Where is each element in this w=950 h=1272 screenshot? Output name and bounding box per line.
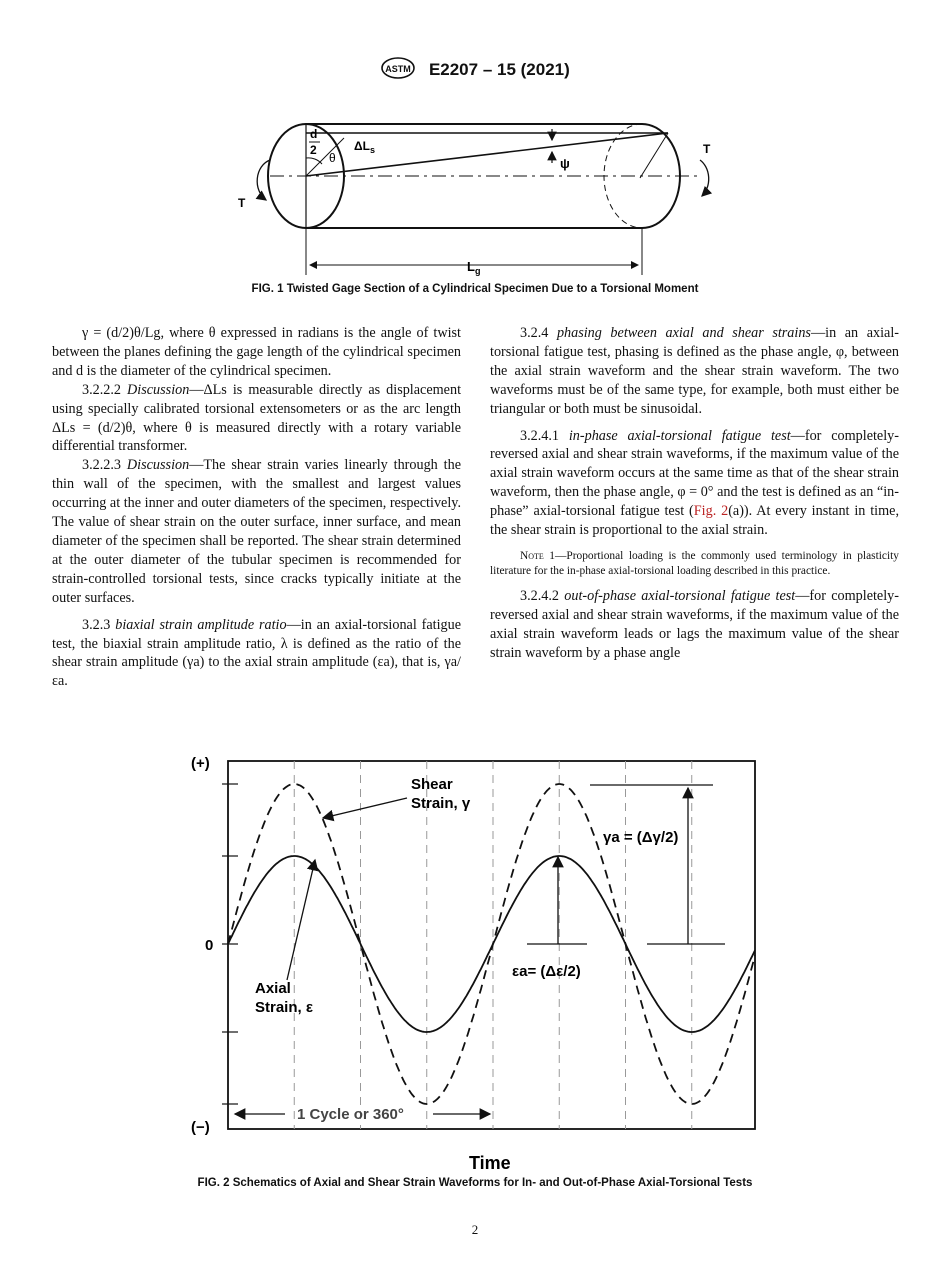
svg-text:θ: θ	[329, 151, 336, 165]
svg-text:T: T	[238, 196, 246, 210]
svg-text:ψ: ψ	[560, 156, 570, 171]
svg-text:Strain, γ: Strain, γ	[411, 795, 471, 812]
astm-logo	[380, 56, 416, 85]
fig2-link[interactable]: Fig. 2	[693, 503, 729, 520]
eps-amplitude-label: εa= (Δε/2)	[512, 963, 581, 980]
fig1-caption: FIG. 1 Twisted Gage Section of a Cylindrical Specimen Due to a Torsional Moment	[251, 283, 699, 295]
torque-arrow-right	[700, 160, 709, 196]
svg-text:ΔLs: $\Delta L_s$	[354, 139, 375, 155]
svg-text:ASTM: ASTM	[385, 64, 411, 74]
fig1-diagram	[230, 100, 730, 280]
svg-text:T: T	[703, 142, 711, 156]
right-column: 3.2.4 phasing between axial and shear strains—in an axial-torsional fatigue test, phasing is defined as the phase angle, φ, between the axial strain waveform and the shear strain waveform. The two waveforms must be of the same type, for example, both must either be triangular or both must be sinusoidal. 3.2.4.1 in-phase axial-torsional fatigue test—for completely-reversed axial and shear strain waveforms, if the maximum value of the axial strain waveform occurs at the same time as that of the shear strain waveform, then the phase angle, φ = 0° and the test is defined as an “in-phase” axial-torsional fatigue test (Fig. 2(a)). At every instant in time, the shear strain is proportional to the axial strain. Note 1—Proportional loading is the commonly used terminology in plasticity literature for the in-phase axial-torsional loading described in this practice. 3.2.4.2 out-of-phase axial-torsional fatigue test—for completely-reversed axial and shear strain waveforms, if the maximum value of the axial strain waveform leads or lags the maximum value of the shear strain waveform by a phase angle	[490, 325, 899, 661]
axial-label: Axial	[255, 980, 291, 997]
y-tick-zero: 0	[205, 937, 214, 954]
cycle-label: 1 Cycle or 360°	[297, 1106, 404, 1123]
shear-pointer	[323, 798, 407, 818]
fig2-chart	[185, 748, 775, 1178]
svg-text:Lg: $L_g$	[467, 259, 481, 276]
shear-label: Shear	[411, 776, 453, 793]
y-tick-plus: (+)	[191, 755, 210, 772]
page-header	[0, 56, 950, 85]
gamma-amplitude-label: γa = (Δγ/2)	[603, 829, 679, 846]
svg-text:2: 2	[310, 143, 317, 157]
svg-text:d: d	[310, 127, 318, 141]
y-tick-minus: (−)	[191, 1119, 210, 1136]
page-number: 2	[471, 1222, 479, 1237]
svg-text:Strain, ε: Strain, ε	[255, 999, 313, 1016]
left-para-1: γ = (d/2)θ/Lg, where θ expressed in radians is the angle of twist between the planes defining the gage length of the cylindrical specimen and d is the diameter of the cylindrical specimen.	[52, 325, 461, 379]
designation: E2207 – 15 (2021)	[428, 59, 570, 79]
left-column: γ = (d/2)θ/Lg, where θ expressed in radians is the angle of twist between the planes defining the gage length of the cylindrical specimen and d is the diameter of the cylindrical specimen. 3.2.2.2 Discussion—ΔLs is measurable directly as displacement using specially calibrated torsional extensometers or as the arc length ΔLs = (d/2)θ, where θ is measured directly with a rotary variable differential transformer. 3.2.2.3 Discussion—The shear strain varies linearly through the thin wall of the specimen, with the smallest and largest values occurring at the inner and outer diameters of the specimen, respectively. The value of shear strain on the outer surface, inner surface, and mean diameter of the specimen shall be reported. The shear strain determined at the outer diameter of the tubular specimen is recommended for strain-controlled torsional tests, since cracks typically initiate at the outer surfaces. 3.2.3 biaxial strain amplitude ratio—in an axial-torsional fatigue test, the biaxial strain amplitude ratio, λ is defined as the ratio of the shear strain amplitude (γa) to the axial strain amplitude (εa), that is, γa/εa.	[52, 325, 462, 690]
x-axis-label: Time	[469, 1153, 511, 1173]
plot-frame	[228, 761, 755, 1129]
fig2-caption: FIG. 2 Schematics of Axial and Shear Strain Waveforms for In- and Out-of-Phase Axial-Torsional Tests	[197, 1177, 753, 1189]
axial-pointer	[287, 860, 315, 980]
